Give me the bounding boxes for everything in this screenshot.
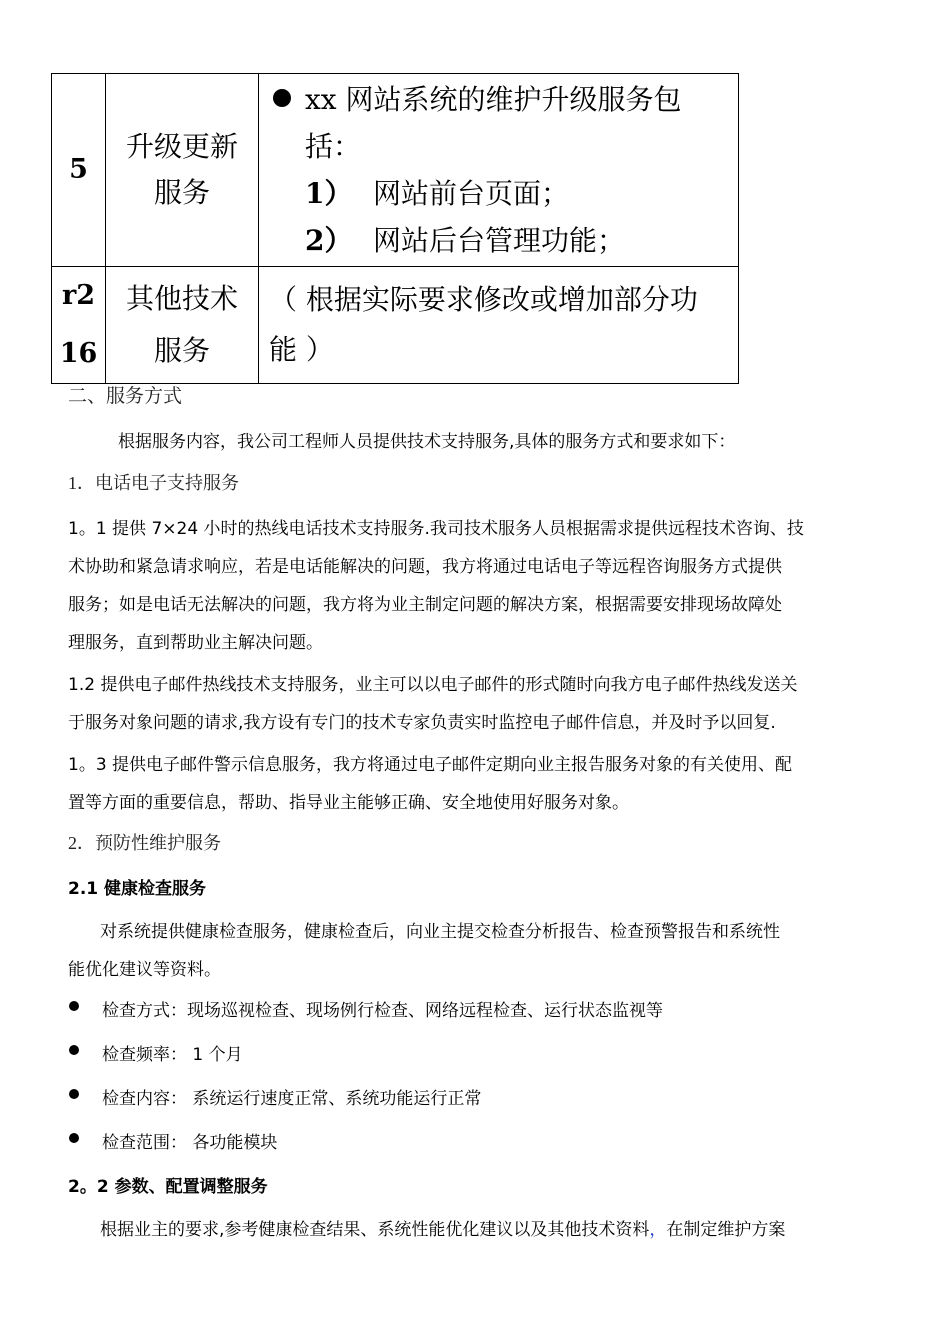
service-name: [106, 267, 259, 384]
bullet-icon: [69, 1089, 79, 1099]
row-number: 5: [52, 74, 106, 267]
service-name-line: 升级更新: [125, 130, 238, 163]
paragraph-line: [100, 1215, 785, 1240]
paragraph-line: 置等方面的重要信息，帮助、指导业主能够正确、安全地使用好服务对象。: [68, 793, 629, 813]
row-number: [52, 267, 106, 384]
subsection-heading: 1．电话电子支持服务: [68, 473, 239, 493]
paragraph-line: 于服务对象问题的请求,我方设有专门的技术专家负责实时监控电子邮件信息，并及时予以回复.: [68, 713, 776, 733]
paragraph-line: 1。3 提供电子邮件警示信息服务，我方将通过电子邮件定期向业主报告服务对象的有关使用、配: [68, 755, 793, 775]
subsection-heading: 2。2 参数、配置调整服务: [68, 1177, 268, 1197]
paragraph-line: 对系统提供健康检查服务，健康检查后，向业主提交检查分析报告、检查预警报告和系统性: [100, 922, 780, 942]
service-name: [106, 74, 259, 267]
service-description: [259, 74, 739, 267]
row-number-line: r2: [61, 280, 95, 311]
list-item: 检查内容： 系统运行速度正常、系统功能运行正常: [102, 1089, 482, 1109]
list-item: 检查频率： 1 个月: [102, 1045, 243, 1065]
row-number-line: 16: [59, 338, 98, 369]
paragraph-line: 能优化建议等资料。: [68, 960, 221, 980]
paragraph-text: ，: [649, 1220, 667, 1240]
section-heading: 二、服务方式: [68, 386, 183, 407]
list-item: 检查方式：现场巡视检查、现场例行检查、网络远程检查、运行状态监视等: [102, 1001, 663, 1021]
service-description: [259, 267, 739, 384]
list-item-text: 网站后台管理功能；: [373, 224, 626, 257]
description-bullet: [269, 76, 738, 170]
list-item: [269, 217, 738, 264]
list-item: [269, 170, 738, 217]
bullet-icon: [69, 1045, 79, 1055]
bullet-icon: [273, 89, 291, 107]
bullet-text: xx 网站系统的维护升级服务包: [305, 83, 682, 116]
table-row: [52, 267, 739, 384]
list-item-number: 1）: [305, 177, 353, 210]
service-name-line: 其他技术: [125, 282, 238, 315]
paragraph-text: 根据业主的要求,参考健康检查结果、系统性能优化建议以及其他技术资料: [100, 1220, 650, 1240]
bullet-icon: [69, 1133, 79, 1143]
service-name-line: 服务: [153, 176, 210, 209]
list-item: 检查范围： 各功能模块: [102, 1133, 278, 1153]
table-row: [52, 74, 739, 267]
list-item-number: 2）: [305, 224, 353, 257]
paragraph-text: 在制定维护方案: [666, 1220, 786, 1240]
list-item-text: 网站前台页面；: [373, 177, 570, 210]
subsection-heading: 2．预防性维护服务: [68, 833, 221, 853]
paragraph-line: 1.2 提供电子邮件热线技术支持服务，业主可以以电子邮件的形式随时向我方电子邮件热线发送关: [68, 675, 798, 695]
intro-paragraph: 根据服务内容，我公司工程师人员提供技术支持服务,具体的服务方式和要求如下：: [118, 432, 736, 452]
description-line: 能 ）: [269, 333, 334, 366]
service-table: [51, 73, 739, 384]
subsection-heading: 2.1 健康检查服务: [68, 879, 207, 899]
paragraph-line: 1。1 提供 7×24 小时的热线电话技术支持服务.我司技术服务人员根据需求提供远程技术咨询、技: [68, 519, 804, 539]
service-name-line: 服务: [153, 334, 210, 367]
paragraph-line: 服务；如是电话无法解决的问题，我方将为业主制定问题的解决方案，根据需要安排现场故障处: [68, 595, 782, 615]
paragraph-line: 术协助和紧急请求响应，若是电话能解决的问题，我方将通过电话电子等远程咨询服务方式提供: [68, 557, 782, 577]
bullet-text: 括：: [305, 130, 362, 163]
bullet-icon: [69, 1001, 79, 1011]
paragraph-line: 理服务，直到帮助业主解决问题。: [68, 633, 323, 653]
description-line: （ 根据实际要求修改或增加部分功: [269, 283, 698, 316]
